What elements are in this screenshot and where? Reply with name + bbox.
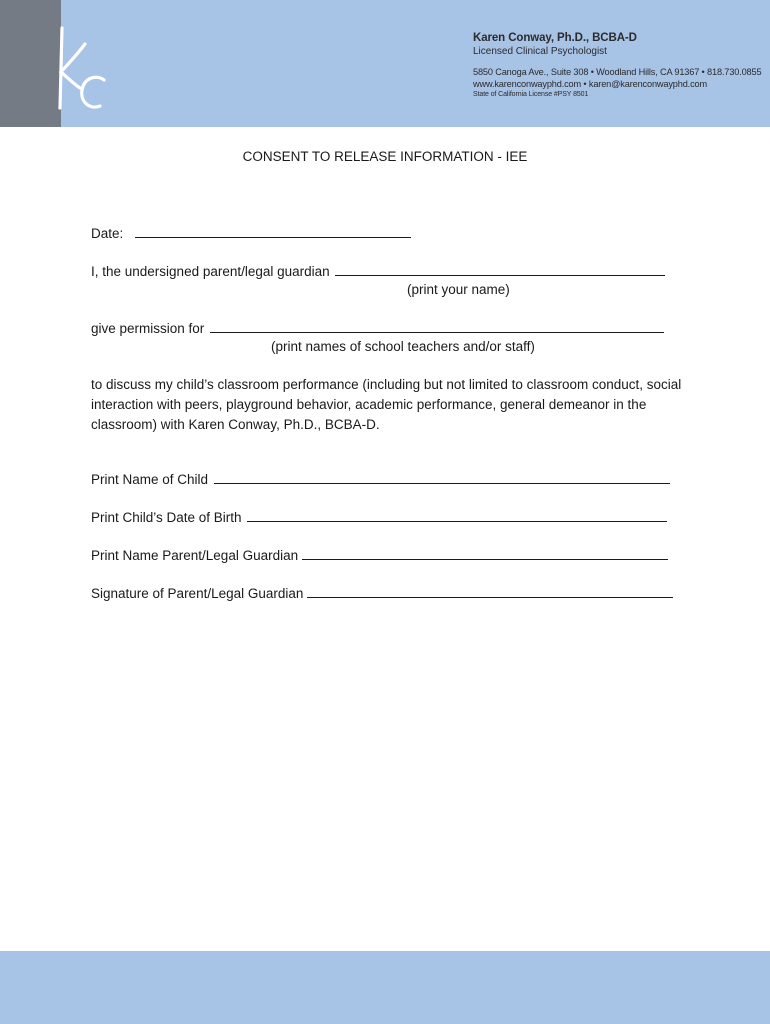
- guardian-name-field[interactable]: [335, 263, 665, 276]
- license-number: State of California License #PSY 8501: [473, 91, 589, 98]
- permission-row: [91, 320, 664, 337]
- letterhead-text: [473, 32, 761, 100]
- child-name-field[interactable]: [214, 471, 670, 484]
- date-field[interactable]: [135, 225, 411, 238]
- parent-name-field[interactable]: [302, 547, 668, 560]
- parent-name-row: [91, 547, 668, 564]
- permission-caption: (print names of school teachers and/or staff): [271, 339, 535, 354]
- date-label: Date:: [91, 226, 124, 241]
- footer-banner: [0, 951, 770, 1024]
- child-dob-row: [91, 509, 667, 526]
- guardian-caption: (print your name): [407, 282, 510, 297]
- consent-paragraph: to discuss my child’s classroom performance (including but not limited to classroom conduct, social interaction with peers, playground behavior, academic performance, general demeanor in the classroom) with Karen Conway, Ph.D., BCBA-D.: [91, 377, 682, 432]
- practitioner-name: Karen Conway, Ph.D., BCBA-D: [473, 32, 637, 44]
- staff-names-field[interactable]: [210, 320, 664, 333]
- permission-label: give permission for: [91, 321, 205, 336]
- child-dob-label: Print Child’s Date of Birth: [91, 510, 242, 525]
- signature-label: Signature of Parent/Legal Guardian: [91, 586, 304, 601]
- child-name-row: [91, 471, 670, 488]
- guardian-label: I, the undersigned parent/legal guardian: [91, 264, 330, 279]
- child-dob-field[interactable]: [247, 509, 667, 522]
- signature-field[interactable]: [307, 585, 673, 598]
- parent-name-label: Print Name Parent/Legal Guardian: [91, 548, 299, 563]
- kc-logo: [40, 22, 120, 118]
- child-name-label: Print Name of Child: [91, 472, 209, 487]
- signature-row: [91, 585, 673, 602]
- form-title: CONSENT TO RELEASE INFORMATION - IEE: [242, 149, 528, 164]
- practitioner-title: Licensed Clinical Psychologist: [473, 46, 607, 57]
- practice-web-email: www.karenconwayphd.com • karen@karenconwayphd.com: [473, 79, 707, 89]
- guardian-row: [91, 263, 665, 280]
- practice-address: 5850 Canoga Ave., Suite 308 • Woodland Hills, CA 91367 • 818.730.0855: [473, 67, 762, 77]
- date-row: [91, 225, 411, 242]
- letterhead-banner: [0, 0, 770, 127]
